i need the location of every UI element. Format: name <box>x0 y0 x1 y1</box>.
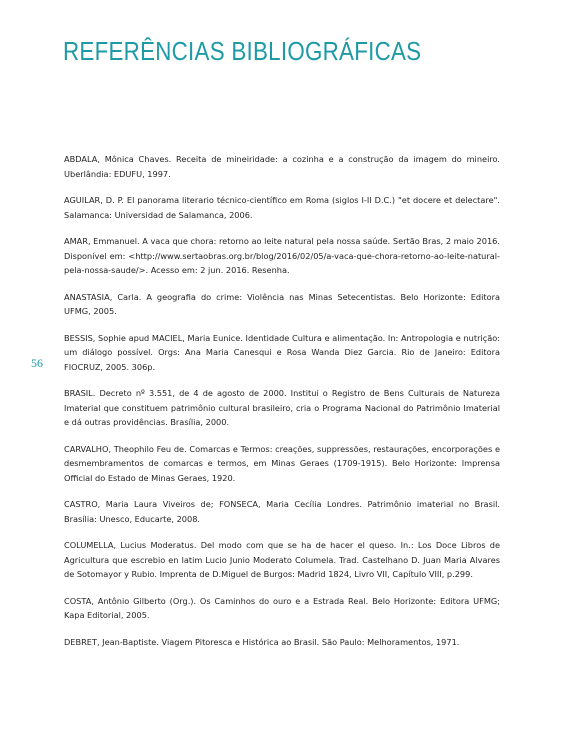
reference-entry: CARVALHO, Theophilo Feu de. Comarcas e Termos: creações, suppressões, restaurações, encorporações e desmembramentos de comarcas e termos, em Minas Geraes (1709-1915). Belo Horizonte: Imprensa Official do Estado de Minas Geraes, 1920. <box>64 443 500 483</box>
reference-entry: BESSIS, Sophie apud MACIEL, Maria Eunice. Identidade Cultura e alimentação. In: Antropologia e nutrição: um diálogo possível. Orgs: Ana Maria Canesqui e Rosa Wanda Diez Garcia. Rio de Janeiro: Editora FIOCRUZ, 2005. 306p. <box>64 332 500 372</box>
reference-entry: AMAR, Emmanuel. A vaca que chora: retorno ao leite natural pela nossa saúde. Sertão Bras, 2 maio 2016. Disponível em: <http://www.sertaobras.org.br/blog/2016/02/05/a-vaca-que-chora-retorno-ao-leite-natural-pela-nossa-saude/>. Acesso em: 2 jun. 2016. Resenha. <box>64 235 500 276</box>
reference-entry: ANASTASIA, Carla. A geografia do crime: Violência nas Minas Setecentistas. Belo Horizonte: Editora UFMG, 2005. <box>64 291 500 317</box>
reference-entry: DEBRET, Jean-Baptiste. Viagem Pitoresca e Histórica ao Brasil. São Paulo: Melhoramentos, 1971. <box>64 636 460 647</box>
reference-list <box>64 152 500 661</box>
reference-entry: COSTA, Antônio Gilberto (Org.). Os Caminhos do ouro e a Estrada Real. Belo Horizonte: Editora UFMG; Kapa Editorial, 2005. <box>64 595 500 621</box>
reference-entry: BRASIL. Decreto nº 3.551, de 4 de agosto de 2000. Institui o Registro de Bens Culturais de Natureza Imaterial que constituem patrimônio cultural brasileiro, cria o Programa Nacional do Patrimônio Imaterial e dá outras providências. Brasília, 2000. <box>64 388 500 428</box>
page-number: 56 <box>31 356 43 370</box>
reference-entry: CASTRO, Maria Laura Viveiros de; FONSECA, Maria Cecília Londres. Patrimônio imaterial no Brasil. Brasília: Unesco, Educarte, 2008. <box>64 499 500 524</box>
reference-entry: ABDALA, Mônica Chaves. Receita de mineiridade: a cozinha e a construção da imagem do mineiro. Uberlândia: EDUFU, 1997. <box>64 154 500 179</box>
page-title: REFERÊNCIAS BIBLIOGRÁFICAS <box>63 36 422 66</box>
reference-entry: AGUILAR, D. P. El panorama literario técnico-científico em Roma (siglos I-II D.C.) "et docere et delectare". Salamanca: Universidad de Salamanca, 2006. <box>64 194 500 220</box>
reference-entry: COLUMELLA, Lucius Moderatus. Del modo com que se ha de hacer el queso. In.: Los Doce Libros de Agricultura que escrebio en latim Lucio Junio Moderato Columela. Trad. Castelhano D. Juan Maria Alvares de Sotomayor y Rubio. Imprenta de D.Miguel de Burgos: Madrid 1824, Livro VII, Capítulo VIII, p.299. <box>64 540 500 580</box>
